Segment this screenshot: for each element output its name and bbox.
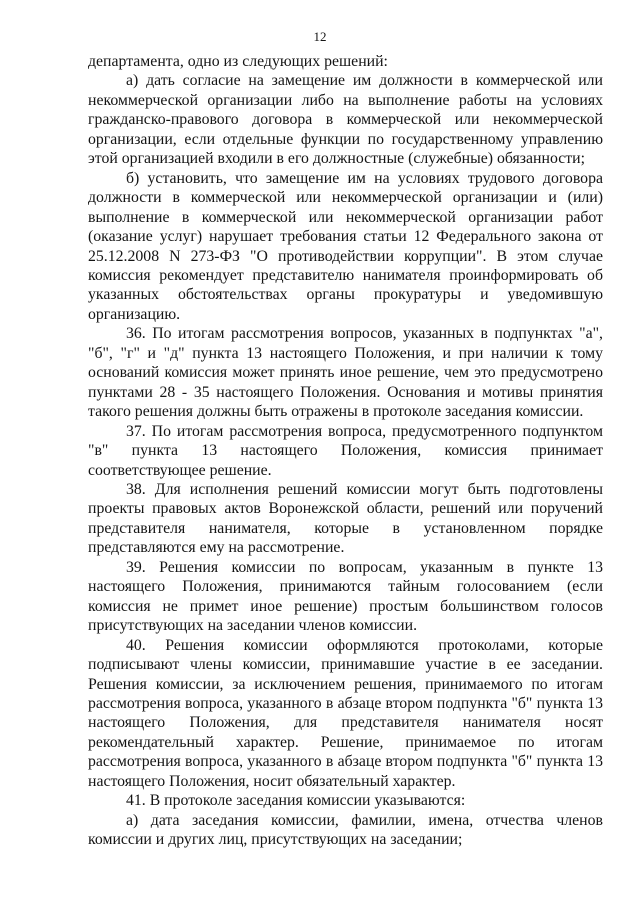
paragraph-39: 39. Решения комиссии по вопросам, указанным в пункте 13 настоящего Положения, принимаются тайным голосованием (если комиссия не примет иное решение) простым большинством голосов присутствующих на заседании членов комиссии. (88, 558, 603, 635)
paragraph-subitem-a: а) дать согласие на замещение им должности в коммерческой или некоммерческой организации либо на выполнение работы на условиях гражданско-правового договора в коммерческой или некоммерческой организации, если отдельные функции по государственному управлению этой организацией входили в его должностные (служебные) обязанности; (88, 72, 603, 168)
document-body (88, 52, 603, 850)
paragraph-41: 41. В протоколе заседания комиссии указываются: (126, 792, 466, 810)
paragraph-subitem-b: б) установить, что замещение им на условиях трудового договора должности в коммерческой или некоммерческой организации и (или) выполнение в коммерческой или некоммерческой организации работ (оказание услуг) нарушает требования статьи 12 Федерального закона от 25.12.2008 N 273-ФЗ "О противодействии коррупции". В этом случае комиссия рекомендует представителю нанимателя проинформировать об указанных обстоятельствах органы прокуратуры и уведомившую организацию. (88, 169, 603, 323)
paragraph-41-subitem-a: а) дата заседания комиссии, фамилии, имена, отчества членов комиссии и других лиц, присутствующих на заседании; (88, 811, 603, 849)
paragraph-continuation: департамента, одно из следующих решений: (88, 53, 388, 70)
paragraph-37: 37. По итогам рассмотрения вопроса, предусмотренного подпунктом "в" пункта 13 настоящего Положения, комиссия принимает соответствующее решение. (88, 422, 603, 479)
paragraph-38: 38. Для исполнения решений комиссии могут быть подготовлены проекты правовых актов Воронежской области, решений или поручений представителя нанимателя, которые в установленном порядке представляются ему на рассмотрение. (88, 480, 603, 557)
paragraph-40: 40. Решения комиссии оформляются протоколами, которые подписывают члены комиссии, принимавшие участие в ее заседании. Решения комиссии, за исключением решения, принимаемого по итогам рассмотрения вопроса, указанного в абзаце втором подпункта "б" пункта 13 настоящего Положения, для представителя нанимателя носят рекомендательный характер. Решение, принимаемое по итогам рассмотрения вопроса, указанного в абзаце втором подпункта "б" пункта 13 настоящего Положения, носит обязательный характер. (88, 636, 603, 790)
paragraph-36: 36. По итогам рассмотрения вопросов, указанных в подпунктах "а", "б", "г" и "д" пункта 13 настоящего Положения, и при наличии к тому оснований комиссия может принять иное решение, чем это предусмотрено пунктами 28 - 35 настоящего Положения. Основания и мотивы принятия такого решения должны быть отражены в протоколе заседания комиссии. (88, 325, 603, 421)
page-number: 12 (313, 29, 327, 44)
